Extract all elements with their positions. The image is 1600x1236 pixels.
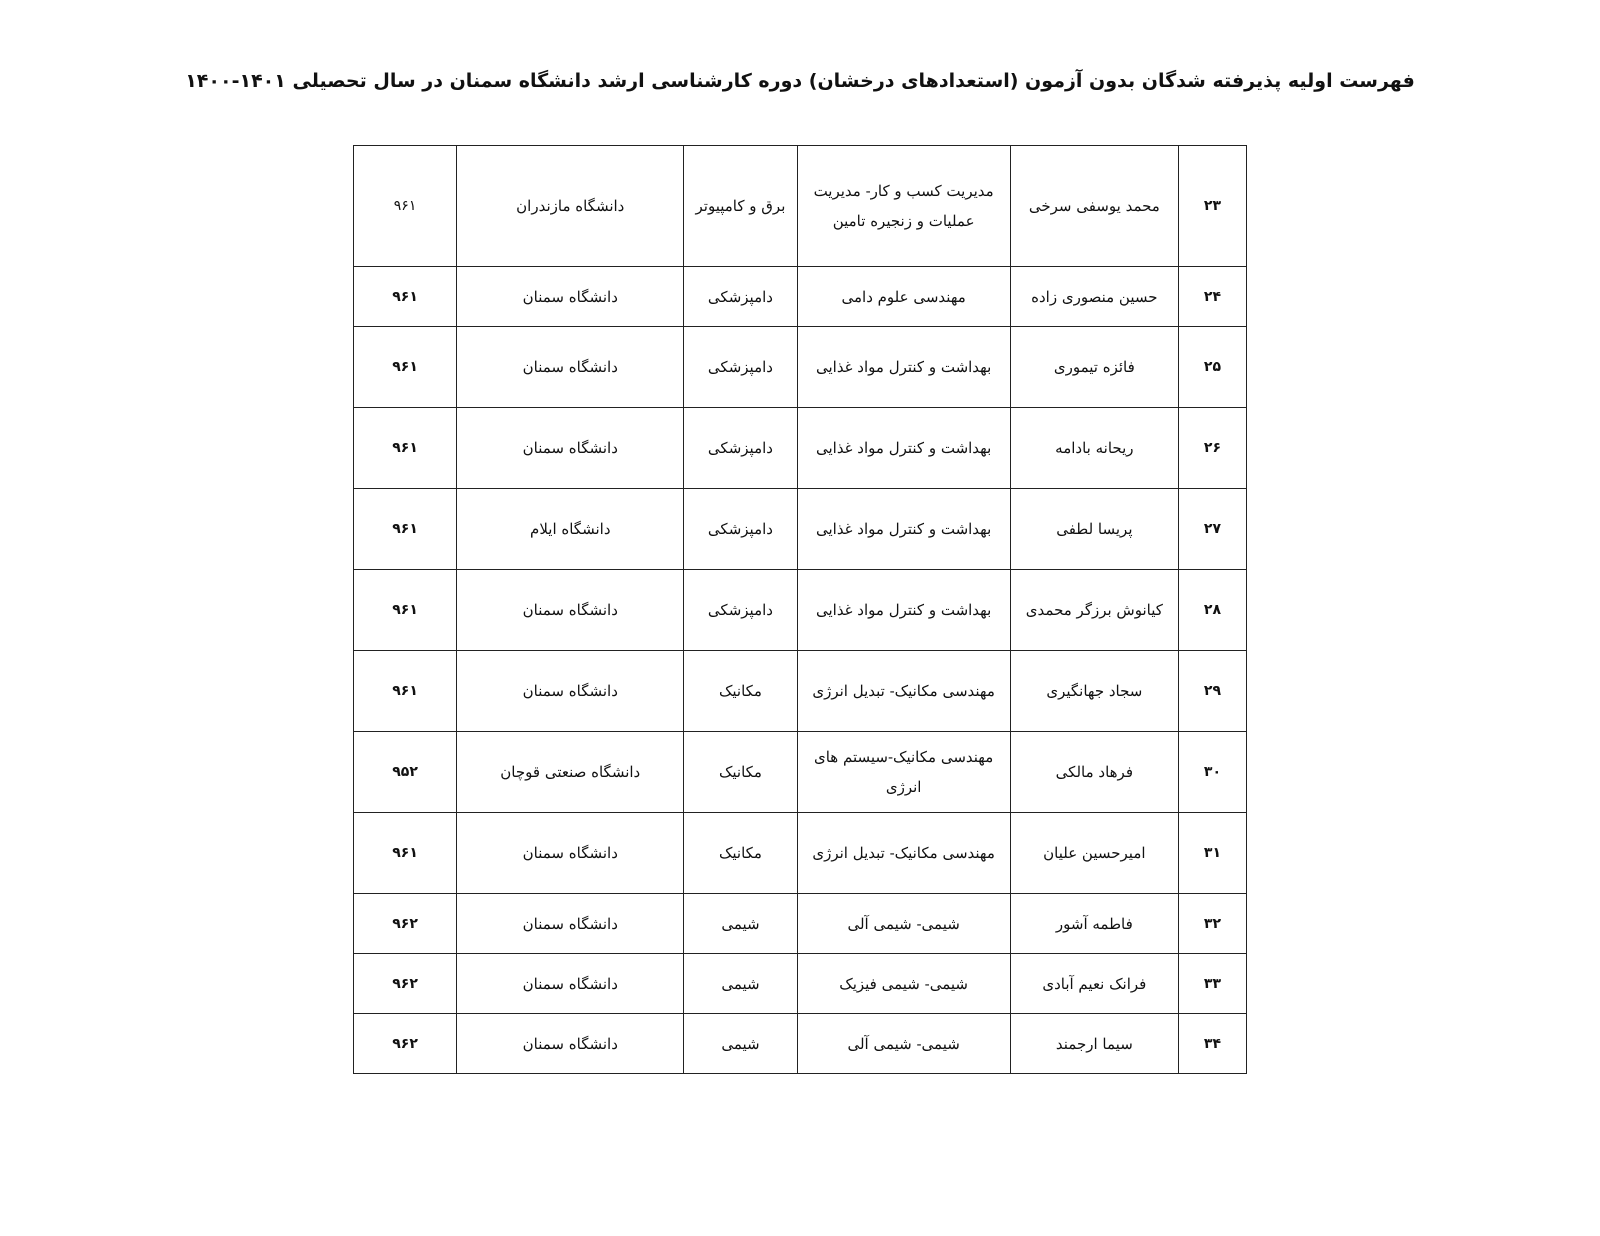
student-name-cell: سجاد جهانگیری xyxy=(1010,651,1178,732)
admitted-students-table xyxy=(353,145,1247,1074)
faculty-group-cell: مکانیک xyxy=(684,813,797,894)
row-number-cell: ۳۱ xyxy=(1178,813,1246,894)
university-cell: دانشگاه سمنان xyxy=(457,327,684,408)
field-of-study-cell: بهداشت و کنترل مواد غذایی xyxy=(797,570,1010,651)
table-row xyxy=(354,327,1247,408)
faculty-group-cell: مکانیک xyxy=(684,732,797,813)
university-cell: دانشگاه مازندران xyxy=(457,146,684,267)
student-name-cell: حسین منصوری زاده xyxy=(1010,267,1178,327)
table-row xyxy=(354,146,1247,267)
table-row xyxy=(354,408,1247,489)
row-number-cell: ۲۹ xyxy=(1178,651,1246,732)
table-row xyxy=(354,894,1247,954)
row-number-cell: ۲۳ xyxy=(1178,146,1246,267)
code-cell: ۹۶۱ xyxy=(354,327,457,408)
code-cell: ۹۶۲ xyxy=(354,1014,457,1074)
code-cell: ۹۶۱ xyxy=(354,651,457,732)
student-name-cell: فرهاد مالکی xyxy=(1010,732,1178,813)
university-cell: دانشگاه سمنان xyxy=(457,570,684,651)
table-row xyxy=(354,1014,1247,1074)
field-of-study-cell: بهداشت و کنترل مواد غذایی xyxy=(797,408,1010,489)
faculty-group-cell: دامپزشکی xyxy=(684,267,797,327)
student-name-cell: پریسا لطفی xyxy=(1010,489,1178,570)
faculty-group-cell: دامپزشکی xyxy=(684,489,797,570)
code-cell: ۹۶۱ xyxy=(354,489,457,570)
university-cell: دانشگاه سمنان xyxy=(457,894,684,954)
university-cell: دانشگاه سمنان xyxy=(457,954,684,1014)
university-cell: دانشگاه سمنان xyxy=(457,1014,684,1074)
university-cell: دانشگاه ایلام xyxy=(457,489,684,570)
student-name-cell: فرانک نعیم آبادی xyxy=(1010,954,1178,1014)
code-cell: ۹۶۲ xyxy=(354,894,457,954)
student-name-cell: امیرحسین علیان xyxy=(1010,813,1178,894)
code-cell: ۹۶۲ xyxy=(354,954,457,1014)
code-cell: ۹۶۱ xyxy=(354,813,457,894)
field-of-study-cell: مهندسی مکانیک- تبدیل انرژی xyxy=(797,813,1010,894)
row-number-cell: ۳۰ xyxy=(1178,732,1246,813)
field-of-study-cell: مهندسی مکانیک-سیستم های انرژی xyxy=(797,732,1010,813)
faculty-group-cell: شیمی xyxy=(684,894,797,954)
row-number-cell: ۲۸ xyxy=(1178,570,1246,651)
code-cell: ۹۵۲ xyxy=(354,732,457,813)
university-cell: دانشگاه سمنان xyxy=(457,267,684,327)
student-name-cell: کیانوش برزگر محمدی xyxy=(1010,570,1178,651)
field-of-study-cell: مدیریت کسب و کار- مدیریت عملیات و زنجیره تامین xyxy=(797,146,1010,267)
faculty-group-cell: مکانیک xyxy=(684,651,797,732)
row-number-cell: ۲۶ xyxy=(1178,408,1246,489)
table-row xyxy=(354,267,1247,327)
row-number-cell: ۲۴ xyxy=(1178,267,1246,327)
row-number-cell: ۳۲ xyxy=(1178,894,1246,954)
row-number-cell: ۳۳ xyxy=(1178,954,1246,1014)
table-row xyxy=(354,732,1247,813)
faculty-group-cell: دامپزشکی xyxy=(684,570,797,651)
table-row xyxy=(354,570,1247,651)
faculty-group-cell: دامپزشکی xyxy=(684,408,797,489)
code-cell: ۹۶۱ xyxy=(354,267,457,327)
table-row xyxy=(354,954,1247,1014)
field-of-study-cell: شیمی- شیمی آلی xyxy=(797,1014,1010,1074)
student-name-cell: سیما ارجمند xyxy=(1010,1014,1178,1074)
faculty-group-cell: دامپزشکی xyxy=(684,327,797,408)
faculty-group-cell: شیمی xyxy=(684,954,797,1014)
university-cell: دانشگاه سمنان xyxy=(457,813,684,894)
table-row xyxy=(354,813,1247,894)
student-name-cell: فائزه تیموری xyxy=(1010,327,1178,408)
page-title: فهرست اولیه پذیرفته شدگان بدون آزمون (استعدادهای درخشان) دوره کارشناسی ارشد دانشگاه سمنان در سال تحصیلی ۱۴۰۱-۱۴۰۰ xyxy=(185,70,1415,92)
code-cell: ۹۶۱ xyxy=(354,146,457,267)
student-name-cell: محمد یوسفی سرخی xyxy=(1010,146,1178,267)
field-of-study-cell: مهندسی مکانیک- تبدیل انرژی xyxy=(797,651,1010,732)
university-cell: دانشگاه سمنان xyxy=(457,651,684,732)
field-of-study-cell: مهندسی علوم دامی xyxy=(797,267,1010,327)
university-cell: دانشگاه صنعتی قوچان xyxy=(457,732,684,813)
student-name-cell: فاطمه آشور xyxy=(1010,894,1178,954)
field-of-study-cell: شیمی- شیمی فیزیک xyxy=(797,954,1010,1014)
field-of-study-cell: بهداشت و کنترل مواد غذایی xyxy=(797,489,1010,570)
field-of-study-cell: بهداشت و کنترل مواد غذایی xyxy=(797,327,1010,408)
table-row xyxy=(354,489,1247,570)
faculty-group-cell: برق و کامپیوتر xyxy=(684,146,797,267)
row-number-cell: ۳۴ xyxy=(1178,1014,1246,1074)
student-name-cell: ریحانه بادامه xyxy=(1010,408,1178,489)
row-number-cell: ۲۷ xyxy=(1178,489,1246,570)
university-cell: دانشگاه سمنان xyxy=(457,408,684,489)
field-of-study-cell: شیمی- شیمی آلی xyxy=(797,894,1010,954)
code-cell: ۹۶۱ xyxy=(354,408,457,489)
row-number-cell: ۲۵ xyxy=(1178,327,1246,408)
code-cell: ۹۶۱ xyxy=(354,570,457,651)
table-row xyxy=(354,651,1247,732)
faculty-group-cell: شیمی xyxy=(684,1014,797,1074)
